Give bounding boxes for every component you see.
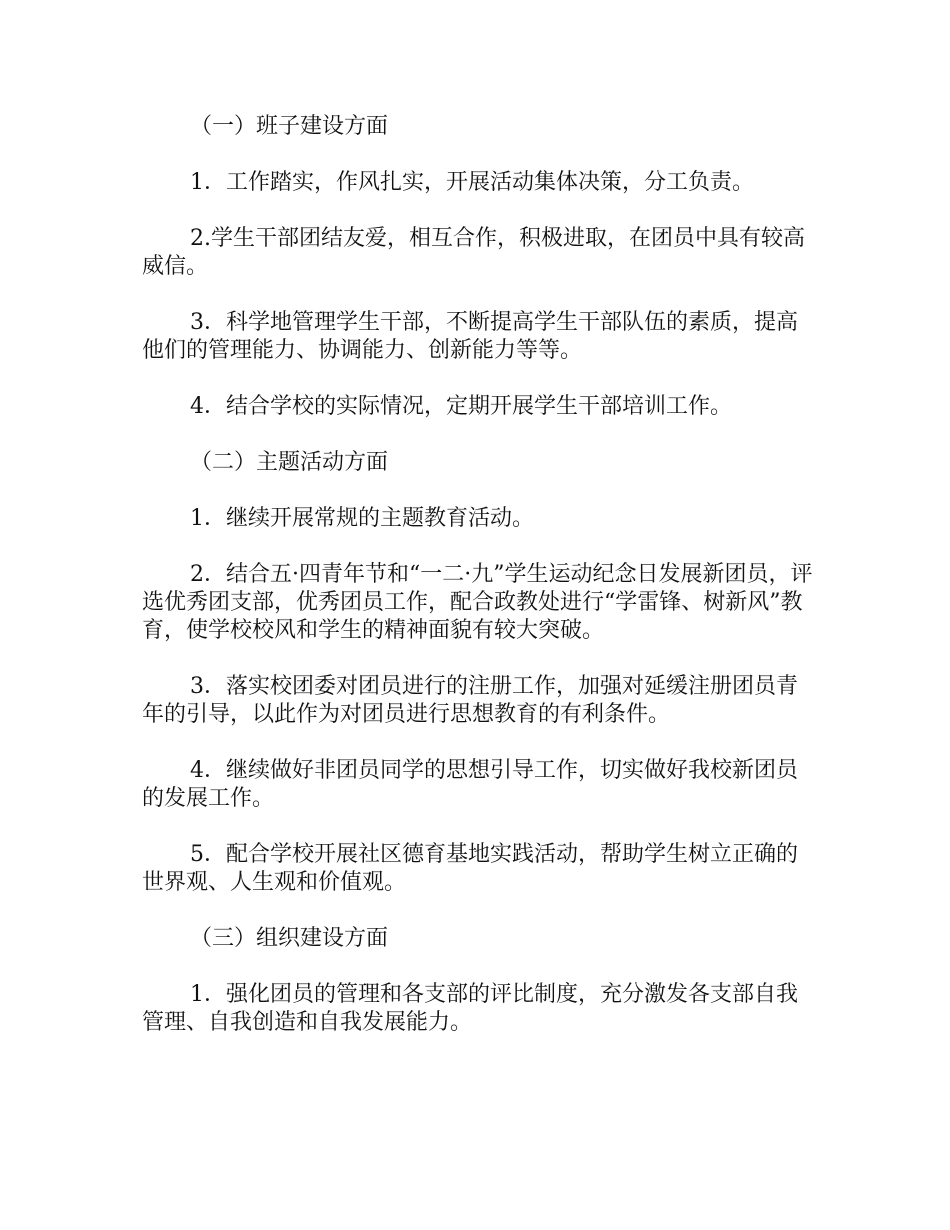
paragraph-item: 4．继续做好非团员同学的思想引导工作，切实做好我校新团员的发展工作。: [142, 758, 798, 811]
paragraph-item: 2．结合五·四青年节和“一二·九”学生运动纪念日发展新团员，评选优秀团支部，优秀团员工作，配合政教处进行“学雷锋、树新风”教育，使学校校风和学生的精神面貌有较大突破。: [142, 562, 813, 643]
paragraph-item: 3．科学地管理学生干部，不断提高学生干部队伍的素质，提高他们的管理能力、协调能力、创新能力等等。: [142, 310, 798, 363]
paragraph-item: 1．继续开展常规的主题教育活动。: [190, 506, 534, 531]
paragraph-item: 3．落实校团委对团员进行的注册工作，加强对延缓注册团员青年的引导，以此作为对团员进行思想教育的有利条件。: [142, 674, 798, 727]
document-body: [142, 113, 814, 1065]
paragraph-item: 5．配合学校开展社区德育基地实践活动，帮助学生树立正确的世界观、人生观和价值观。: [142, 842, 798, 895]
paragraph-item: 1．工作踏实，作风扎实，开展活动集体决策，分工负责。: [190, 170, 754, 195]
section-heading-leadership: （一）班子建设方面: [190, 114, 389, 139]
section-heading-organization: （三）组织建设方面: [190, 926, 389, 951]
paragraph-item: 4．结合学校的实际情况，定期开展学生干部培训工作。: [190, 394, 732, 419]
paragraph-item: 1．强化团员的管理和各支部的评比制度，充分激发各支部自我管理、自我创造和自我发展能力。: [142, 982, 798, 1035]
section-heading-theme-activities: （二）主题活动方面: [190, 450, 389, 475]
paragraph-item: 2.学生干部团结友爱，相互合作，积极进取，在团员中具有较高威信。: [142, 226, 805, 279]
